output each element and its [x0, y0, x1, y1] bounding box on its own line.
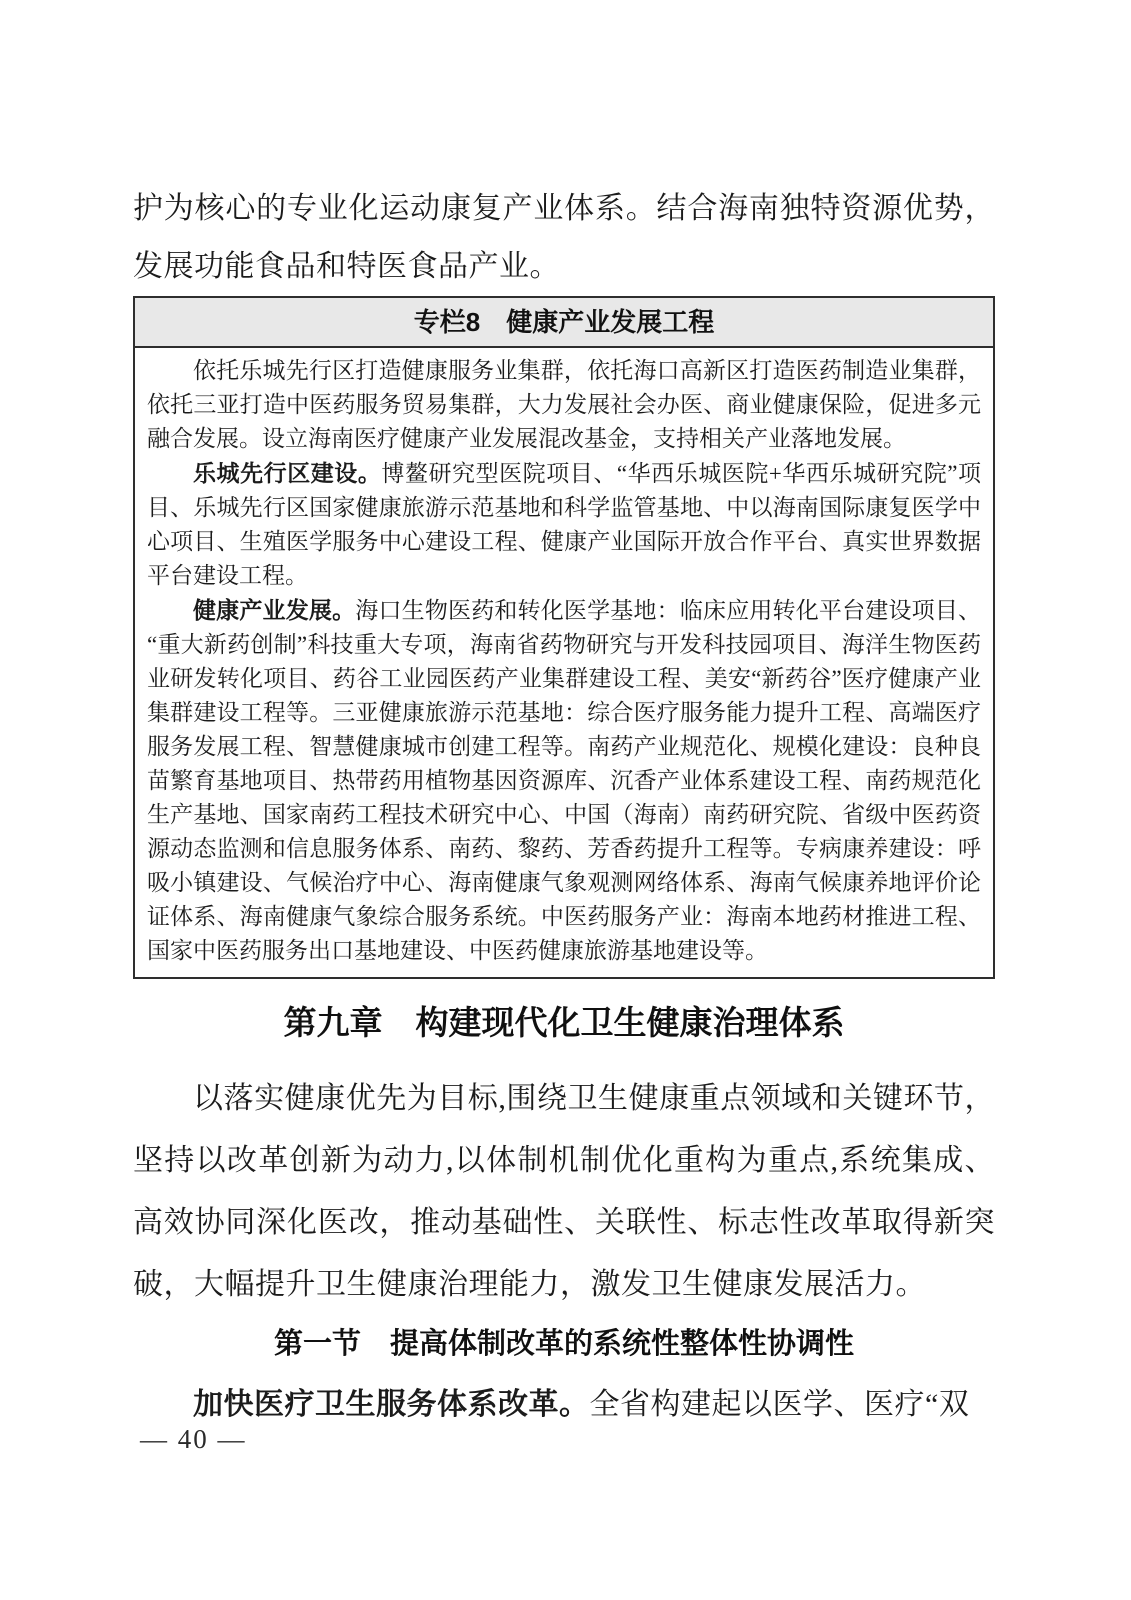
box-paragraph-overview: [147, 353, 981, 456]
box-paragraph-lecheng: [147, 456, 981, 593]
section-body-paragraph: [133, 1374, 995, 1436]
box-paragraph-industry-lead: 健康产业发展。: [193, 597, 356, 623]
special-column-box: [133, 296, 995, 979]
section-body-paragraph-lead: 加快医疗卫生服务体系改革。: [193, 1388, 590, 1421]
box-paragraph-overview-text: 依托乐城先行区打造健康服务业集群，依托海口高新区打造医药制造业集群，依托三亚打造中医药服务贸易集群，大力发展社会办医、商业健康保险，促进多元融合发展。设立海南医疗健康产业发展混改基金，支持相关产业落地发展。: [147, 358, 981, 451]
box-paragraph-lecheng-text: 博鳌研究型医院项目、“华西乐城医院+华西乐城研究院”项目、乐城先行区国家健康旅游示范基地和科学监管基地、中以海南国际康复医学中心项目、生殖医学服务中心建设工程、健康产业国际开放合作平台、真实世界数据平台建设工程。: [147, 461, 982, 588]
special-column-body: [135, 348, 993, 977]
page-number: — 40 —: [140, 1424, 247, 1454]
intro-paragraph: 护为核心的专业化运动康复产业体系。结合海南独特资源优势，发展功能食品和特医食品产业。: [133, 192, 995, 283]
chapter-intro-paragraph: 以落实健康优先为目标,围绕卫生健康重点领域和关键环节，坚持以改革创新为动力,以体制机制优化重构为重点,系统集成、高效协同深化医改，推动基础性、关联性、标志性改革取得新突破，大幅提升卫生健康治理能力，激发卫生健康发展活力。: [133, 1082, 995, 1301]
box-paragraph-lecheng-lead: 乐城先行区建设。: [193, 460, 382, 486]
special-column-title: 专栏8 健康产业发展工程: [135, 298, 993, 348]
box-paragraph-industry: [147, 593, 981, 968]
section-heading: 第一节 提高体制改革的系统性整体性协调性: [273, 1328, 854, 1360]
section-body-paragraph-text: 全省构建起以医学、医疗“双: [589, 1388, 970, 1421]
chapter-heading: 第九章 构建现代化卫生健康治理体系: [283, 1004, 845, 1041]
box-paragraph-industry-text: 海口生物医药和转化医学基地：临床应用转化平台建设项目、“重大新药创制”科技重大专项，海南省药物研究与开发科技园项目、海洋生物医药业研发转化项目、药谷工业园医药产业集群建设工程、美安“新药谷”医疗健康产业集群建设工程等。三亚健康旅游示范基地：综合医疗服务能力提升工程、高端医疗服务发展工程、智慧健康城市创建工程等。南药产业规范化、规模化建设：良种良苗繁育基地项目、热带药用植物基因资源库、沉香产业体系建设工程、南药规范化生产基地、国家南药工程技术研究中心、中国（海南）南药研究院、省级中医药资源动态监测和信息服务体系、南药、黎药、芳香药提升工程等。专病康养建设：呼吸小镇建设、气候治疗中心、海南健康气象观测网络体系、海南气候康养地评价论证体系、海南健康气象综合服务系统。中医药服务产业：海南本地药材推进工程、国家中医药服务出口基地建设、中医药健康旅游基地建设等。: [147, 598, 982, 963]
